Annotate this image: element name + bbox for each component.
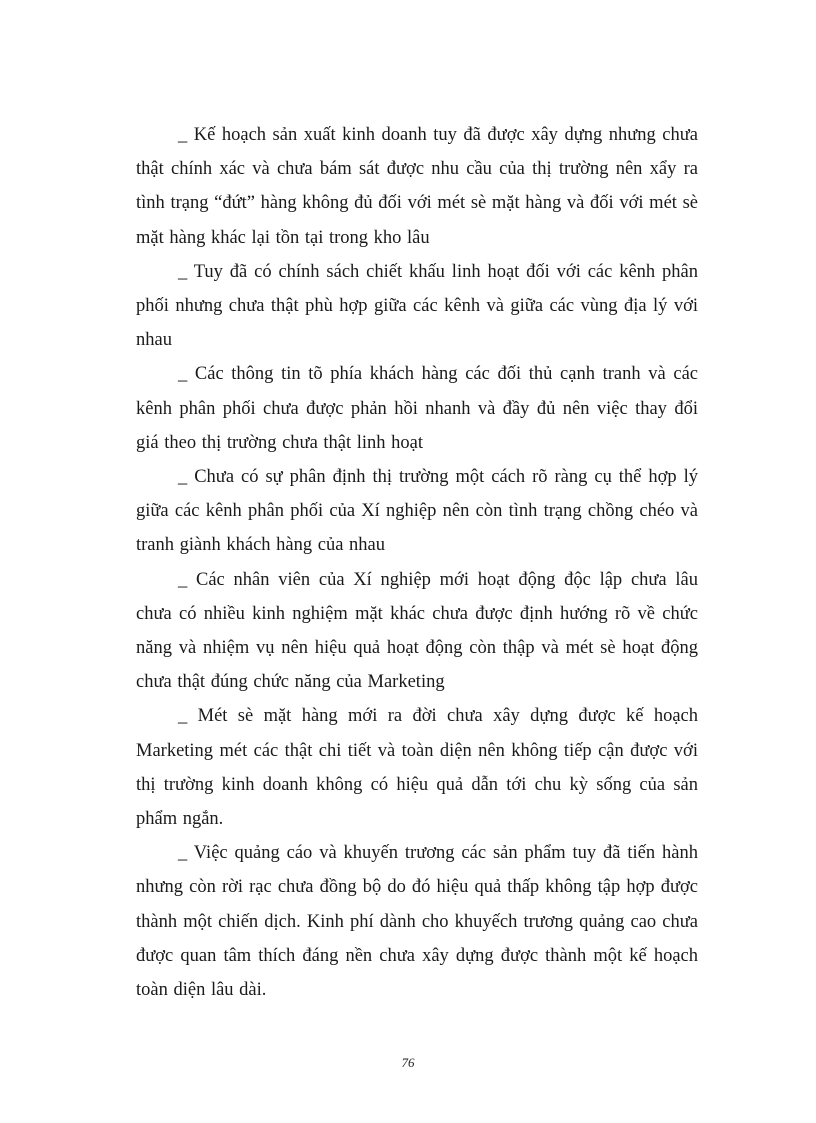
paragraph-advertising: _ Việc quảng cáo và khuyến trương các sản phẩm tuy đã tiến hành nhưng còn rời rạc chưa đồng bộ do đó hiệu quả thấp không tập hợp được thành một chiến dịch. Kinh phí dành cho khuyếch trương quảng cao chưa được quan tâm thích đáng nền chưa xây dựng được thành một kế hoạch toàn diện lâu dài. xyxy=(136,843,698,1001)
paragraph-market-division: _ Chưa có sự phân định thị trường một cách rõ ràng cụ thể hợp lý giữa các kênh phân phối của Xí nghiệp nên còn tình trạng chồng chéo và tranh giành khách hàng của nhau xyxy=(136,467,698,556)
paragraph-new-products: _ Mét sè mặt hàng mới ra đời chưa xây dựng được kế hoạch Marketing mét các thật chi tiết và toàn diện nên không tiếp cận được với thị trường kinh doanh không có hiệu quả dẫn tới chu kỳ sống của sản phẩm ngắn. xyxy=(136,706,698,830)
paragraph-staff-experience: _ Các nhân viên của Xí nghiệp mới hoạt động độc lập chưa lâu chưa có nhiều kinh nghiệm mặt khác chưa được định hướng rõ về chức năng và nhiệm vụ nên hiệu quả hoạt động còn thập và mét sè hoạt động chưa thật đúng chức năng của Marketing xyxy=(136,569,698,693)
paragraph-discount-policy: _ Tuy đã có chính sách chiết khấu linh hoạt đối với các kênh phân phối nhưng chưa thật phù hợp giữa các kênh và giữa các vùng địa lý với nhau xyxy=(136,261,698,351)
paragraph-production-plan: _ Kế hoạch sản xuất kinh doanh tuy đã được xây dựng nhưng chưa thật chính xác và chưa bám sát được nhu cầu của thị trường nên xẩy ra tình trạng “đứt” hàng không đủ đối với mét sè mặt hàng và đối với mét sè mặt hàng khác lại tồn tại trong kho lâu xyxy=(136,125,698,248)
page-number: 76 xyxy=(401,1055,415,1070)
paragraph-customer-feedback: _ Các thông tin tõ phía khách hàng các đối thủ cạnh tranh và các kênh phân phối chưa được phản hồi nhanh và đầy đủ nên việc thay đổi giá theo thị trường chưa thật linh hoạt xyxy=(136,364,698,453)
body-text xyxy=(136,118,698,1007)
